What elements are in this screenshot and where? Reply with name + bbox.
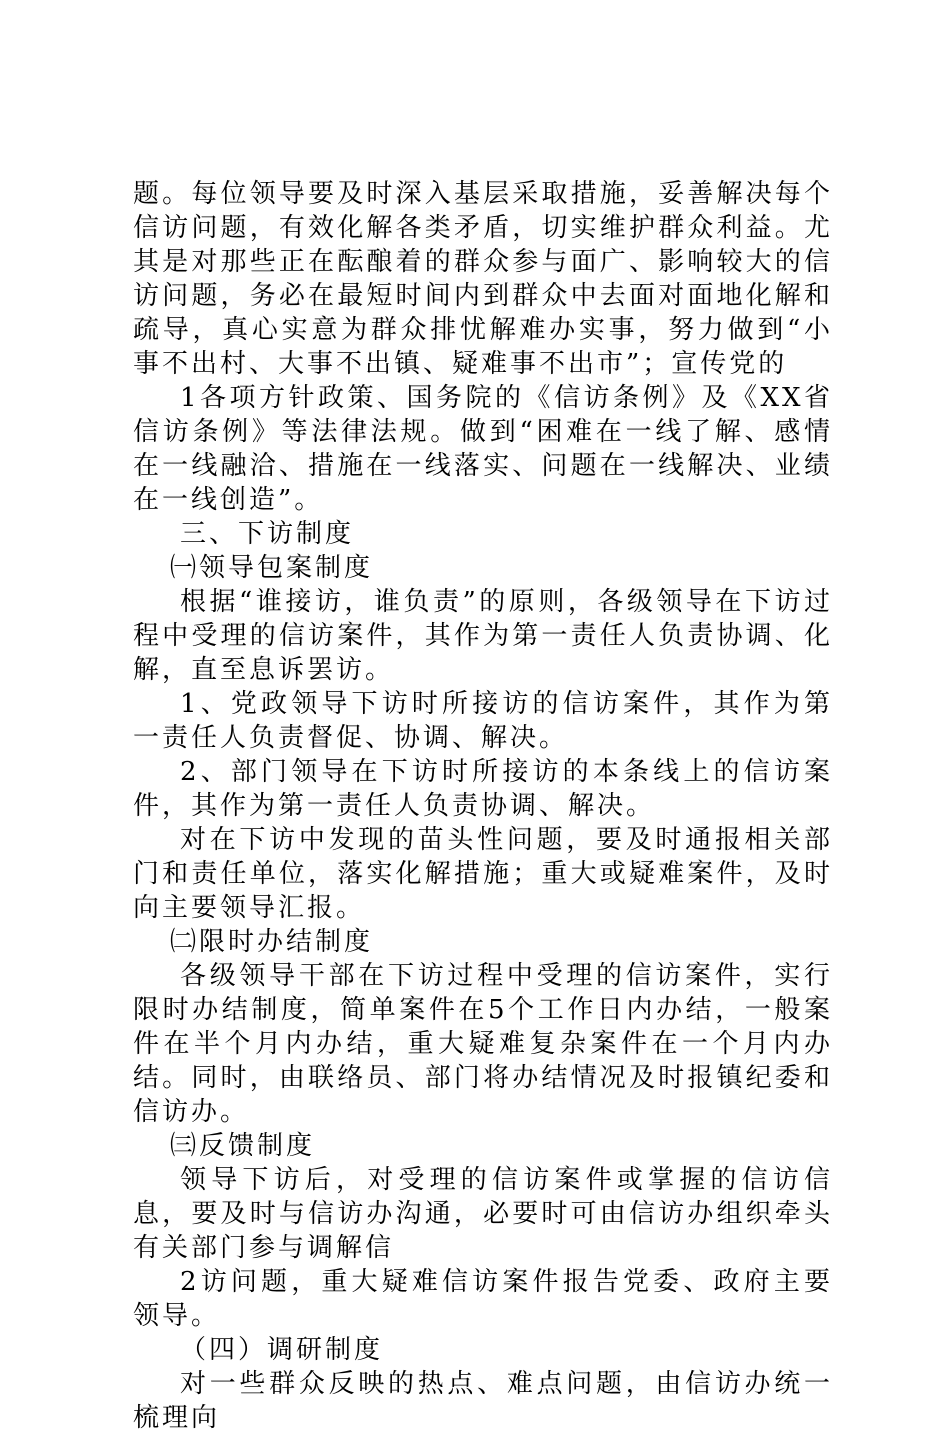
paragraph-item-2: 2、部门领导在下访时所接访的本条线上的信访案件，其作为第一责任人负责协调、解决。 [133,757,833,821]
subheading-leader-case-system: ㈠领导包案制度 [170,553,374,583]
subheading-research-system: （四）调研制度 [180,1335,384,1365]
paragraph-time-limit: 各级领导干部在下访过程中受理的信访案件，实行限时办结制度，简单案件在5个工作日内办结，一般案件在半个月内办结，重大疑难复杂案件在一个月内办结。同时，由联络员、部门将办结情况及时报镇纪委和信访办。 [133,961,833,1127]
subheading-feedback-system: ㈢反馈制度 [170,1131,316,1161]
section-heading-visit-system: 三、下访制度 [180,519,355,549]
subheading-time-limit-system: ㈡限时办结制度 [170,927,374,957]
paragraph-research: 对一些群众反映的热点、难点问题，由信访办统一梳理向 [133,1369,833,1433]
paragraph-policy-regulations: 1各项方针政策、国务院的《信访条例》及《XX省信访条例》等法律法规。做到“困难在一线了解、感情在一线融洽、措施在一线落实、问题在一线解决、业绩在一线创造”。 [133,383,833,515]
paragraph-item-1: 1、党政领导下访时所接访的信访案件，其作为第一责任人负责督促、协调、解决。 [133,689,833,753]
paragraph-continuation: 题。每位领导要及时深入基层采取措施，妥善解决每个信访问题，有效化解各类矛盾，切实维护群众利益。尤其是对那些正在酝酿着的群众参与面广、影响较大的信访问题，务必在最短时间内到群众中去面对面地化解和疏导，真心实意为群众排忧解难办实事，努力做到“小事不出村、大事不出镇、疑难事不出市”；宣传党的 [133,179,833,379]
paragraph-feedback-continued: 2访问题，重大疑难信访案件报告党委、政府主要领导。 [133,1267,833,1331]
paragraph-responsibility-principle: 根据“谁接访，谁负责”的原则，各级领导在下访过程中受理的信访案件，其作为第一责任人负责协调、化解，直至息诉罢访。 [133,587,833,685]
paragraph-feedback: 领导下访后，对受理的信访案件或掌握的信访信息，要及时与信访办沟通，必要时可由信访办组织牵头有关部门参与调解信 [133,1165,833,1263]
document-body [133,177,833,1435]
paragraph-early-warning: 对在下访中发现的苗头性问题，要及时通报相关部门和责任单位，落实化解措施；重大或疑难案件，及时向主要领导汇报。 [133,825,833,923]
